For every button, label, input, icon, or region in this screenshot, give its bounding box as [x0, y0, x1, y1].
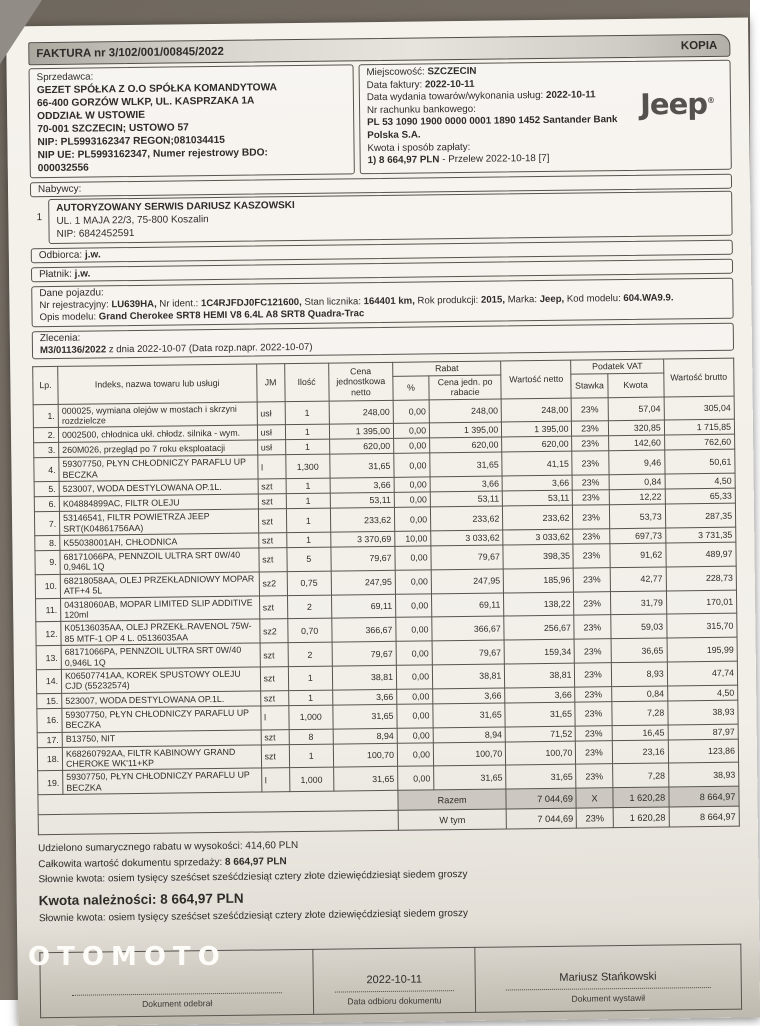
item-cell: 0,00 [397, 689, 433, 704]
seller-line: NIP: PL5993162347 REGON;081034415 [37, 134, 225, 149]
meta-line: Data faktury: 2022-10-11 [366, 78, 475, 91]
item-cell: 11. [36, 598, 61, 622]
item-cell: 762,60 [664, 434, 734, 450]
item-cell: 8. [35, 535, 60, 550]
item-cell: 23% [574, 567, 610, 591]
item-cell: 79,67 [431, 545, 504, 570]
item-cell: 8,94 [433, 727, 505, 743]
item-cell: 0,00 [397, 728, 433, 743]
item-cell: 398,35 [503, 544, 573, 569]
summary-line: Słownie kwota: osiem tysięcy sześćset sześćdziesiąt cztery złote dziewięćdziesiąt siedem groszy [38, 869, 468, 886]
item-cell: 16. [37, 708, 62, 732]
item-cell: szt [259, 595, 287, 619]
signature-issued-caption: Dokument wystawił [571, 992, 646, 1004]
item-cell: 2 [288, 642, 332, 666]
item-cell: 100,70 [506, 741, 576, 766]
item-cell: 0,00 [394, 438, 430, 453]
item-cell: 14. [36, 669, 61, 693]
item-cell: 17. [37, 732, 62, 747]
item-cell: K06507741AA, KOREK SPUSTOWY OLEJU CJD (55232574) [61, 667, 260, 693]
item-cell: 23% [575, 687, 611, 702]
item-cell: 23,16 [612, 740, 668, 764]
item-cell: 3,66 [430, 476, 502, 492]
item-cell: 248,00 [429, 399, 502, 424]
item-cell: 287,35 [665, 503, 736, 528]
item-cell: 3. [34, 443, 59, 458]
item-cell: 15. [37, 693, 62, 708]
item-cell: szt [258, 509, 286, 533]
item-cell: 9. [35, 550, 60, 574]
item-cell: 53,11 [430, 491, 502, 507]
col-price-after: Cena jedn. po rabacie [429, 375, 502, 400]
item-cell: szt [258, 533, 286, 548]
buyer-name: AUTORYZOWANY SERWIS DARIUSZ KASZOWSKI [56, 200, 295, 214]
payer-value: j.w. [74, 268, 91, 280]
item-cell: szt [261, 729, 289, 744]
item-cell: 23% [572, 421, 608, 436]
item-cell: szt [259, 548, 287, 572]
item-cell: 23% [576, 725, 612, 740]
item-cell: 233,62 [503, 505, 573, 530]
item-cell: 0,00 [394, 492, 430, 507]
item-cell: 0,00 [393, 399, 429, 423]
signature-cell-date [313, 947, 475, 1014]
col-discount: Rabat [393, 361, 501, 376]
summary-lines [38, 835, 740, 887]
item-cell: 1 715,85 [664, 419, 734, 435]
item-cell: 1,000 [289, 705, 333, 729]
totals-cell: 8 664,97 [669, 786, 740, 807]
amount-due-value: 8 664,97 PLN [160, 890, 244, 907]
totals-cell: 7 044,69 [506, 808, 576, 829]
item-cell: szt [258, 494, 286, 509]
item-cell: 04318060AB, MOPAR LIMITED SLIP ADDITIVE 120ml [61, 596, 260, 622]
item-cell: 12. [36, 622, 61, 646]
item-cell: szt [260, 690, 288, 705]
item-cell: 23% [575, 639, 611, 663]
meta-line: Kwota i sposób zapłaty: [367, 141, 471, 154]
item-cell: 4,50 [667, 685, 737, 701]
item-cell: 42,77 [610, 567, 666, 591]
buyer-index: 1 [36, 212, 43, 224]
item-cell: 53,11 [330, 492, 394, 508]
col-qty: Ilość [284, 363, 329, 401]
item-cell: 23% [574, 591, 610, 615]
item-cell: 0002500, chłodnica ukł. chłodz. silnika - wym. [58, 425, 257, 442]
col-lp: Lp. [33, 366, 59, 404]
item-cell: 1. [33, 404, 58, 428]
buyer-nip: NIP: 6842452591 [56, 227, 135, 240]
vehicle-box [31, 278, 733, 327]
col-vat-amount: Kwota [607, 373, 663, 398]
recipient-label: Odbiorca: [38, 249, 83, 262]
item-cell: B13750, NIT [62, 730, 261, 747]
item-cell: 0,00 [398, 766, 434, 790]
items-table-body [33, 396, 739, 835]
item-cell: 71,52 [505, 726, 575, 742]
col-vat: Podatek VAT [571, 359, 663, 374]
item-cell: 18. [37, 747, 62, 771]
item-cell: 38,93 [668, 763, 739, 788]
item-cell: 3,66 [433, 688, 505, 704]
item-cell: szt [258, 479, 286, 494]
item-cell: 9,46 [608, 450, 664, 474]
item-cell: 19. [38, 771, 63, 795]
item-cell: 3,66 [505, 687, 575, 703]
item-cell: 0,75 [287, 571, 331, 595]
item-cell: 31,79 [610, 591, 666, 615]
item-cell: 247,95 [431, 569, 504, 594]
item-cell: 50,61 [664, 449, 735, 474]
item-cell: 1 [288, 690, 332, 706]
item-cell: 489,97 [666, 542, 737, 567]
item-cell: 0,00 [395, 593, 431, 617]
item-cell: 5. [34, 482, 59, 497]
item-cell: 0,00 [397, 704, 433, 728]
item-cell: 100,70 [333, 743, 397, 768]
col-unit-price: Cena jednostkowa netto [328, 362, 393, 400]
signature-date-caption: Data odbioru dokumentu [347, 995, 442, 1007]
item-cell: 3,66 [502, 475, 572, 491]
item-cell: 31,65 [506, 765, 576, 790]
items-table [32, 358, 740, 836]
item-cell: 3 731,35 [665, 527, 735, 543]
item-cell: 248,00 [501, 398, 571, 423]
item-cell: 1 [289, 744, 333, 768]
item-cell: 0,00 [393, 423, 429, 438]
item-cell: 3,66 [332, 689, 396, 705]
item-cell: 1,000 [289, 768, 333, 792]
item-cell: 38,81 [332, 665, 396, 690]
signature-date-value: 2022-10-11 [366, 973, 422, 986]
item-cell: 1 [286, 478, 330, 494]
meta-line: 1) 8 664,97 PLN - Przelew 2022-10-18 [7] [367, 153, 550, 167]
item-cell: 170,01 [666, 590, 737, 615]
item-cell: 195,99 [667, 637, 738, 662]
item-cell: 31,65 [430, 452, 503, 477]
seller-box [29, 64, 355, 178]
item-cell: 31,65 [433, 703, 506, 728]
item-cell: 69,11 [432, 593, 505, 618]
item-cell: 68171066PA, PENNZOIL ULTRA SRT 0W/40 0,946L 1Q [60, 548, 259, 574]
item-cell: 1 395,00 [329, 424, 393, 440]
totals-cell: Razem [398, 789, 507, 810]
vehicle-line: Nr rejestracyjny: LU639HA, Nr ident.: 1C4RJFDJ0FC121600, Stan licznika: 164401 km, Rok produkcji: 2015, Marka: Jeep, Kod modelu: 604.WA9.9. [39, 292, 674, 312]
seller-line: 000032556 [37, 162, 89, 175]
item-cell: 4. [34, 458, 59, 482]
item-cell: 38,93 [668, 700, 739, 725]
col-vat-rate: Stawka [571, 373, 607, 397]
item-cell: 1 [285, 424, 329, 440]
item-cell: 5 [287, 547, 331, 571]
item-cell: 2. [33, 428, 58, 443]
recipient-value: j.w. [84, 249, 101, 261]
item-cell: l [261, 768, 289, 792]
item-cell: 31,65 [434, 765, 507, 790]
item-cell: 3,66 [330, 477, 394, 493]
item-cell: 91,62 [609, 543, 665, 567]
item-cell: 7,28 [612, 763, 668, 787]
item-cell: K55038001AH, CHŁODNICA [60, 533, 259, 550]
item-cell: 159,34 [504, 639, 574, 664]
item-cell: 10. [35, 574, 60, 598]
item-cell: 23% [572, 397, 608, 421]
summary-line: Całkowita wartość dokumentu sprzedaży: 8 664,97 PLN [38, 855, 287, 870]
amount-due-label: Kwota należności: [38, 891, 157, 908]
item-cell: 23% [573, 529, 609, 544]
item-cell: usł [257, 440, 285, 455]
item-cell: 36,65 [611, 638, 667, 662]
item-cell: 315,70 [666, 614, 737, 639]
item-cell: 0,84 [609, 474, 665, 490]
item-cell: 366,67 [332, 618, 396, 643]
meta-line: Data wydania towarów/wykonania usług: 2022-10-11 [366, 89, 596, 104]
amount-words-line [39, 904, 741, 924]
totals-cell: 8 664,97 [669, 806, 740, 827]
meta-line: Polska S.A. [367, 129, 421, 142]
buyer-box [48, 191, 732, 244]
item-cell: 1 [288, 666, 332, 690]
copy-label: KOPIA [680, 39, 718, 52]
item-cell: 59307750, PŁYN CHŁODNICZY PARAFLU UP BECZKA [59, 455, 258, 481]
totals-cell: W tym [398, 809, 507, 830]
vehicle-line: Opis modelu: Grand Cherokee SRT8 HEMI V8 6.4L A8 SRT8 Quadra-Trac [39, 308, 365, 324]
item-cell: 260M026, przegląd po 7 roku eksploatacji [59, 440, 258, 457]
item-cell: szt [260, 643, 288, 667]
jeep-logo: Jeep® [639, 86, 715, 122]
item-cell: 53,73 [609, 504, 665, 528]
seller-line: ODDZIAŁ W USTOWIE [37, 109, 146, 123]
item-cell: 0,00 [394, 477, 430, 492]
item-cell: 23% [575, 663, 611, 687]
meta-line: PL 53 1090 1900 0000 0001 1890 1452 Santander Bank [367, 114, 618, 129]
item-cell: 23% [572, 436, 608, 451]
item-cell: 38,81 [505, 663, 575, 688]
item-cell: 0,00 [396, 665, 432, 689]
item-cell: 7. [34, 512, 59, 536]
totals-cell: 1 620,28 [612, 787, 668, 808]
item-cell: 8 [289, 729, 333, 745]
item-cell: 68218058AA, OLEJ PRZEKŁADNIOWY MOPAR ATF+4 5L [60, 572, 259, 598]
item-cell: 23% [575, 702, 611, 726]
totals-cell: 23% [577, 808, 613, 828]
item-cell: 366,67 [432, 616, 505, 641]
invoice-number: FAKTURA nr 3/102/001/00845/2022 [36, 45, 224, 60]
item-cell: 1,300 [285, 454, 329, 478]
item-cell: usł [257, 425, 285, 440]
invoice-meta-box [358, 60, 731, 175]
totals-cell: 7 044,69 [506, 788, 576, 809]
item-cell: 0,00 [396, 617, 432, 641]
item-cell: 68171066PA, PENNZOIL ULTRA SRT 0W/40 0,946L 1Q [61, 643, 260, 669]
item-cell: 23% [573, 475, 609, 490]
item-cell: 256,67 [504, 616, 574, 641]
item-cell: 305,04 [664, 396, 735, 421]
item-cell: 000025, wymiana olejów w mostach i skrzyni rozdzielcze [58, 402, 257, 428]
item-cell: 1 [286, 493, 330, 509]
item-cell: 523007, WODA DESTYLOWANA OP.1L. [62, 691, 261, 708]
seller-lines [37, 80, 347, 175]
item-cell: 123,86 [668, 739, 739, 764]
item-cell: 320,85 [608, 420, 664, 436]
item-cell: 3 370,69 [331, 531, 395, 547]
item-cell: 53146541, FILTR POWIETRZA JEEP SRT(K04861756AA) [60, 509, 259, 535]
item-cell: 1 [286, 508, 330, 532]
item-cell: K05136035AA, OLEJ PRZEKŁ.RAVENOL 75W-85 MTF-1 OP 4 L. 05136035AA [61, 619, 260, 645]
otomoto-watermark: OTOMOTO [28, 942, 227, 972]
signature-issued-value: Mariusz Stańkowski [559, 970, 657, 984]
item-cell: 248,00 [329, 400, 393, 425]
buyer-row [30, 191, 732, 245]
item-cell: 138,22 [504, 592, 574, 617]
item-cell: 523007, WODA DESTYLOWANA OP.1L. [59, 479, 258, 496]
col-net: Wartość netto [501, 360, 572, 398]
item-cell: szt [260, 667, 288, 691]
item-cell: sz2 [259, 571, 287, 595]
item-cell: 69,11 [331, 594, 395, 619]
item-cell: 1 395,00 [502, 421, 572, 437]
item-cell: 79,67 [432, 640, 505, 665]
buyer-address: UL. 1 MAJA 22/3, 75-800 Koszalin [56, 214, 209, 227]
item-cell: 4,50 [665, 473, 735, 489]
orders-box [32, 322, 734, 359]
item-cell: sz2 [259, 619, 287, 643]
item-cell: 620,00 [430, 437, 502, 453]
item-cell: 23% [576, 740, 612, 764]
item-cell: 0,00 [394, 453, 430, 477]
item-cell: 16,45 [612, 725, 668, 741]
item-cell: 3 033,62 [431, 530, 503, 546]
item-cell: 2 [287, 595, 331, 619]
seller-line: 70-001 SZCZECIN; USTOWO 57 [37, 122, 189, 136]
item-cell: 53,11 [503, 490, 573, 506]
item-cell: 697,73 [609, 528, 665, 544]
item-cell: 1 [285, 439, 329, 455]
item-cell: 79,67 [332, 642, 396, 667]
item-cell: 65,33 [665, 488, 735, 504]
item-cell: 100,70 [433, 742, 506, 767]
item-cell: 0,00 [396, 641, 432, 665]
item-cell: 8,94 [333, 728, 397, 744]
item-cell: 87,97 [668, 724, 738, 740]
item-cell: K04884899AC, FILTR OLEJU [59, 494, 258, 511]
item-cell: l [260, 705, 288, 729]
totals-cell: 1 620,28 [613, 807, 669, 828]
item-cell: K68260792AA, FILTR KABINOWY GRAND CHEROKE WK'11+KP [62, 745, 261, 771]
item-cell: 620,00 [502, 436, 572, 452]
col-jm: JM [256, 364, 285, 402]
totals-cell [38, 811, 398, 835]
amount-words-value: osiem tysięcy sześćset sześćdziesiąt cztery złote dziewięćdziesiąt siedem groszy [108, 907, 469, 924]
item-cell: 7,28 [611, 701, 667, 725]
item-cell: 0,00 [395, 546, 431, 570]
item-cell: 59307750, PŁYN CHŁODNICZY PARAFLU UP BECZKA [63, 768, 262, 794]
item-cell: 41,15 [502, 451, 572, 476]
item-cell: 13. [36, 646, 61, 670]
item-cell: 31,65 [333, 704, 397, 729]
item-cell: 59307750, PŁYN CHŁODNICZY PARAFLU UP BECZKA [62, 706, 261, 732]
item-cell: 38,81 [432, 664, 505, 689]
item-cell: 0,70 [287, 618, 331, 642]
signature-cell-issued [474, 944, 741, 1012]
item-cell: 23% [572, 451, 608, 475]
item-cell: 185,96 [503, 568, 573, 593]
item-cell: 47,74 [667, 661, 738, 686]
item-cell: 247,95 [331, 570, 395, 595]
item-cell: 23% [573, 490, 609, 505]
item-cell: 233,62 [330, 507, 394, 532]
item-cell: 59,03 [610, 614, 666, 638]
item-cell: 1 [286, 532, 330, 548]
amount-due-line [39, 884, 741, 908]
item-cell: 23% [573, 505, 609, 529]
buyer-section-label: Nabywcy: [37, 183, 82, 196]
item-cell: 0,00 [397, 743, 433, 767]
totals-cell: X [576, 788, 612, 808]
orders-label: Zlecenia: [39, 332, 81, 344]
item-cell: 31,65 [330, 454, 394, 479]
signature-received-caption: Dokument odebrał [141, 997, 213, 1009]
item-cell: 1 395,00 [429, 422, 501, 438]
item-cell: l [257, 455, 285, 479]
item-cell: 228,73 [666, 566, 737, 591]
meta-line: Miejscowość: SZCZECIN [366, 65, 477, 79]
item-cell: 0,00 [394, 507, 430, 531]
item-cell: 23% [576, 764, 612, 788]
item-cell: 0,00 [395, 570, 431, 594]
order-line: M3/01136/2022 z dnia 2022-10-07 (Data rozp.napr. 2022-10-07) [39, 341, 313, 356]
item-cell: 57,04 [608, 397, 664, 421]
item-cell: usł [257, 401, 285, 425]
item-cell: 8,93 [611, 662, 667, 686]
amount-words-label: Słownie kwota: [38, 912, 106, 924]
item-cell: 79,67 [331, 546, 395, 571]
item-cell: 1 [285, 401, 329, 425]
col-gross: Wartość brutto [663, 358, 734, 396]
seller-line: NIP UE: PL5993162347, Numer rejestrowy BDO: [37, 147, 268, 162]
item-cell: 233,62 [430, 506, 503, 531]
col-name: Indeks, nazwa towaru lub usługi [58, 364, 257, 404]
seller-label: Sprzedawca: [36, 71, 94, 84]
seller-line: 66-400 GORZÓW WLKP, UL. KASPRZAKA 1A [36, 95, 255, 110]
item-cell: 3 033,62 [503, 529, 573, 545]
item-cell: 31,65 [333, 767, 397, 792]
item-cell: 31,65 [505, 702, 575, 727]
item-cell: 23% [574, 615, 610, 639]
meta-line: Nr rachunku bankowego: [366, 103, 476, 116]
item-cell: 142,60 [608, 435, 664, 451]
item-cell: 12,22 [609, 489, 665, 505]
item-cell: szt [261, 744, 289, 768]
col-discount-pct: % [393, 375, 429, 399]
item-cell: 23% [573, 544, 609, 568]
item-cell: 6. [34, 497, 59, 512]
payer-label: Płatnik: [38, 268, 72, 281]
seller-line: GEZET SPÓŁKA Z O.O SPÓŁKA KOMANDYTOWA [36, 82, 278, 97]
item-cell: 0,84 [611, 686, 667, 702]
vehicle-label: Dane pojazdu: [39, 287, 104, 300]
invoice-page [6, 17, 760, 1026]
item-cell: 620,00 [329, 439, 393, 455]
summary-line: Udzielono sumarycznego rabatu w wysokości: 414,60 PLN [38, 840, 299, 855]
item-cell: 10,00 [395, 531, 431, 546]
